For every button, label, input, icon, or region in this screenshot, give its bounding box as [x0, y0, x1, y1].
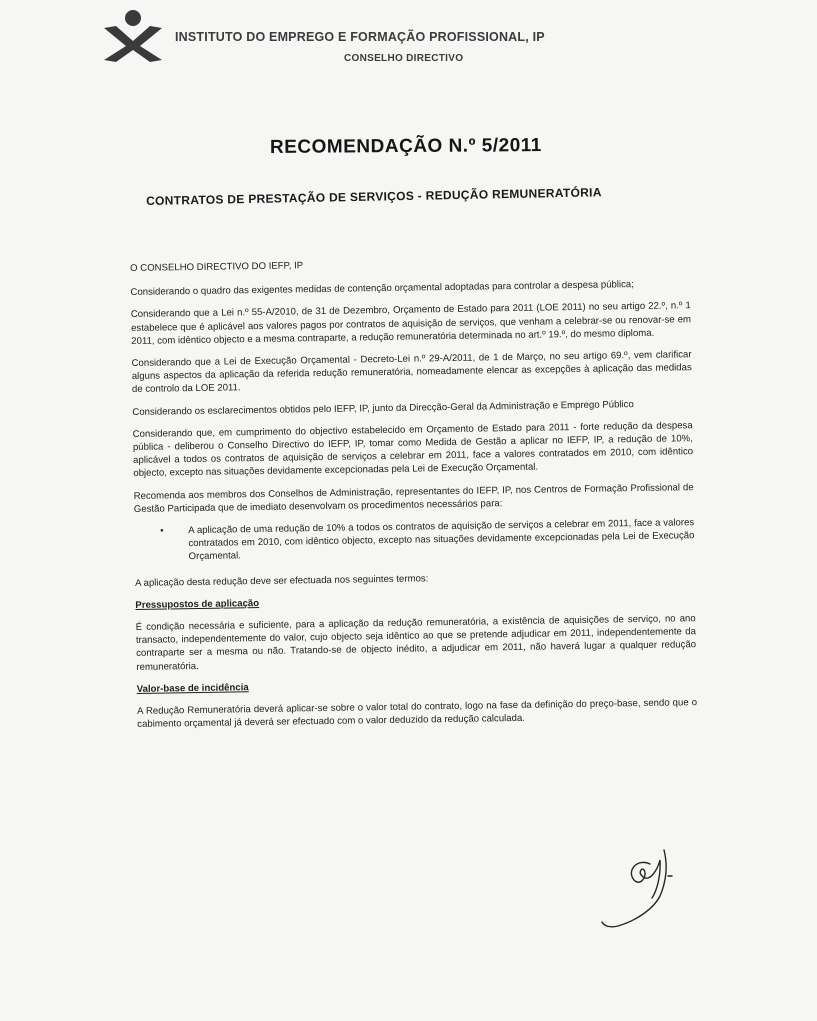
- institution-name: INSTITUTO DO EMPREGO E FORMAÇÃO PROFISSIONAL, IP: [175, 30, 545, 44]
- paragraph: Considerando o quadro das exigentes medidas de contenção orçamental adoptadas para controlar a despesa pública;: [130, 279, 634, 299]
- document-subtitle: CONTRATOS DE PRESTAÇÃO DE SERVIÇOS - REDUÇÃO REMUNERATÓRIA: [146, 185, 602, 208]
- council-name: CONSELHO DIRECTIVO: [344, 53, 464, 64]
- bullet-list: [134, 516, 695, 564]
- paragraph: Considerando que a Lei n.º 55-A/2010, de 31 de Dezembro, Orçamento de Estado para 2011 (LOE 2011) no seu artigo 22.º, n.º 1 estabelece que é aplicável aos valores pagos por contratos de aquisição de serviços, que venham a celebrar-se ou renovar-se em 2011, com idêntico objecto e a mesma contraparte, a redução remuneratória determinada no art.º 19.º, do mesmo diploma.: [130, 300, 692, 347]
- document-body: [130, 253, 697, 740]
- paragraph: Considerando que a Lei de Execução Orçamental - Decreto-Lei n.º 29-A/2011, de 1 de Março, no seu artigo 69.º, vem clarificar alguns aspectos da aplicação da referida redução remuneratória, nomeadamente elencar as excepções à aplicação das medidas de controlo da LOE 2011.: [131, 349, 692, 396]
- paragraph: Considerando os esclarecimentos obtidos pelo IEFP, IP, junto da Direcção-Geral da Administração e Emprego Público: [132, 398, 634, 418]
- document-title: RECOMENDAÇÃO N.º 5/2011: [269, 135, 542, 158]
- iefp-logo-icon: [100, 8, 166, 64]
- section-heading-prerequisites: Pressupostos de aplicação: [135, 597, 260, 611]
- addressee: O CONSELHO DIRECTIVO DO IEFP, IP: [130, 260, 304, 274]
- section-heading-base-value: Valor-base de incidência: [136, 682, 249, 695]
- list-item: [160, 516, 695, 564]
- handwritten-signature: [598, 846, 690, 932]
- section-text-base-value: A Redução Remuneratória deverá aplicar-se sobre o valor total do contrato, logo na fase da definição do preço-base, sendo que o cabimento orçamental já deverá ser efectuado com o valor deduzido da redução calculada.: [136, 697, 698, 731]
- list-item-text: A aplicação de uma redução de 10% a todos os contratos de aquisição de serviços a celebrar em 2011, face a valores contratados em 2010, com idêntico objecto, excepto nas situações devidamente excepcionadas pela Lei de Execução Orçamental.: [188, 517, 695, 563]
- bullet-icon: •: [160, 525, 164, 537]
- paragraph: Considerando que, em cumprimento do objectivo estabelecido em Orçamento de Estado para 2011 - forte redução da despesa pública - deliberou o Conselho Directivo do IEFP, IP, tomar como Medida de Gestão a aplicar no IEFP, IP, a redução de 10%, aplicável a todos os contratos de aquisição de serviços a celebrar em 2011, face a valores contratados em 2010, com idêntico objecto, excepto nas situações devidamente excepcionadas pela Lei de Execução Orçamental.: [132, 420, 694, 480]
- terms-intro: A aplicação desta redução deve ser efectuada nos seguintes termos:: [134, 573, 429, 589]
- section-text-prerequisites: É condição necessária e suficiente, para a aplicação da redução remuneratória, a existência de aquisições de serviço, no ano transacto, independentemente do valor, cujo objecto seja idêntico ao que se pretende adjudicar em 2011, independentemente da contraparte ser a mesma ou não. Tratando-se de objecto inédito, a adjudicar em 2011, não haverá lugar a qualquer redução remuneratória.: [135, 613, 697, 673]
- paragraph: Recomenda aos membros dos Conselhos de Administração, representantes do IEFP, IP, nos Centros de Formação Profissional de Gestão Participada que de imediato desenvolvam os procedimentos necessários para:: [133, 481, 694, 515]
